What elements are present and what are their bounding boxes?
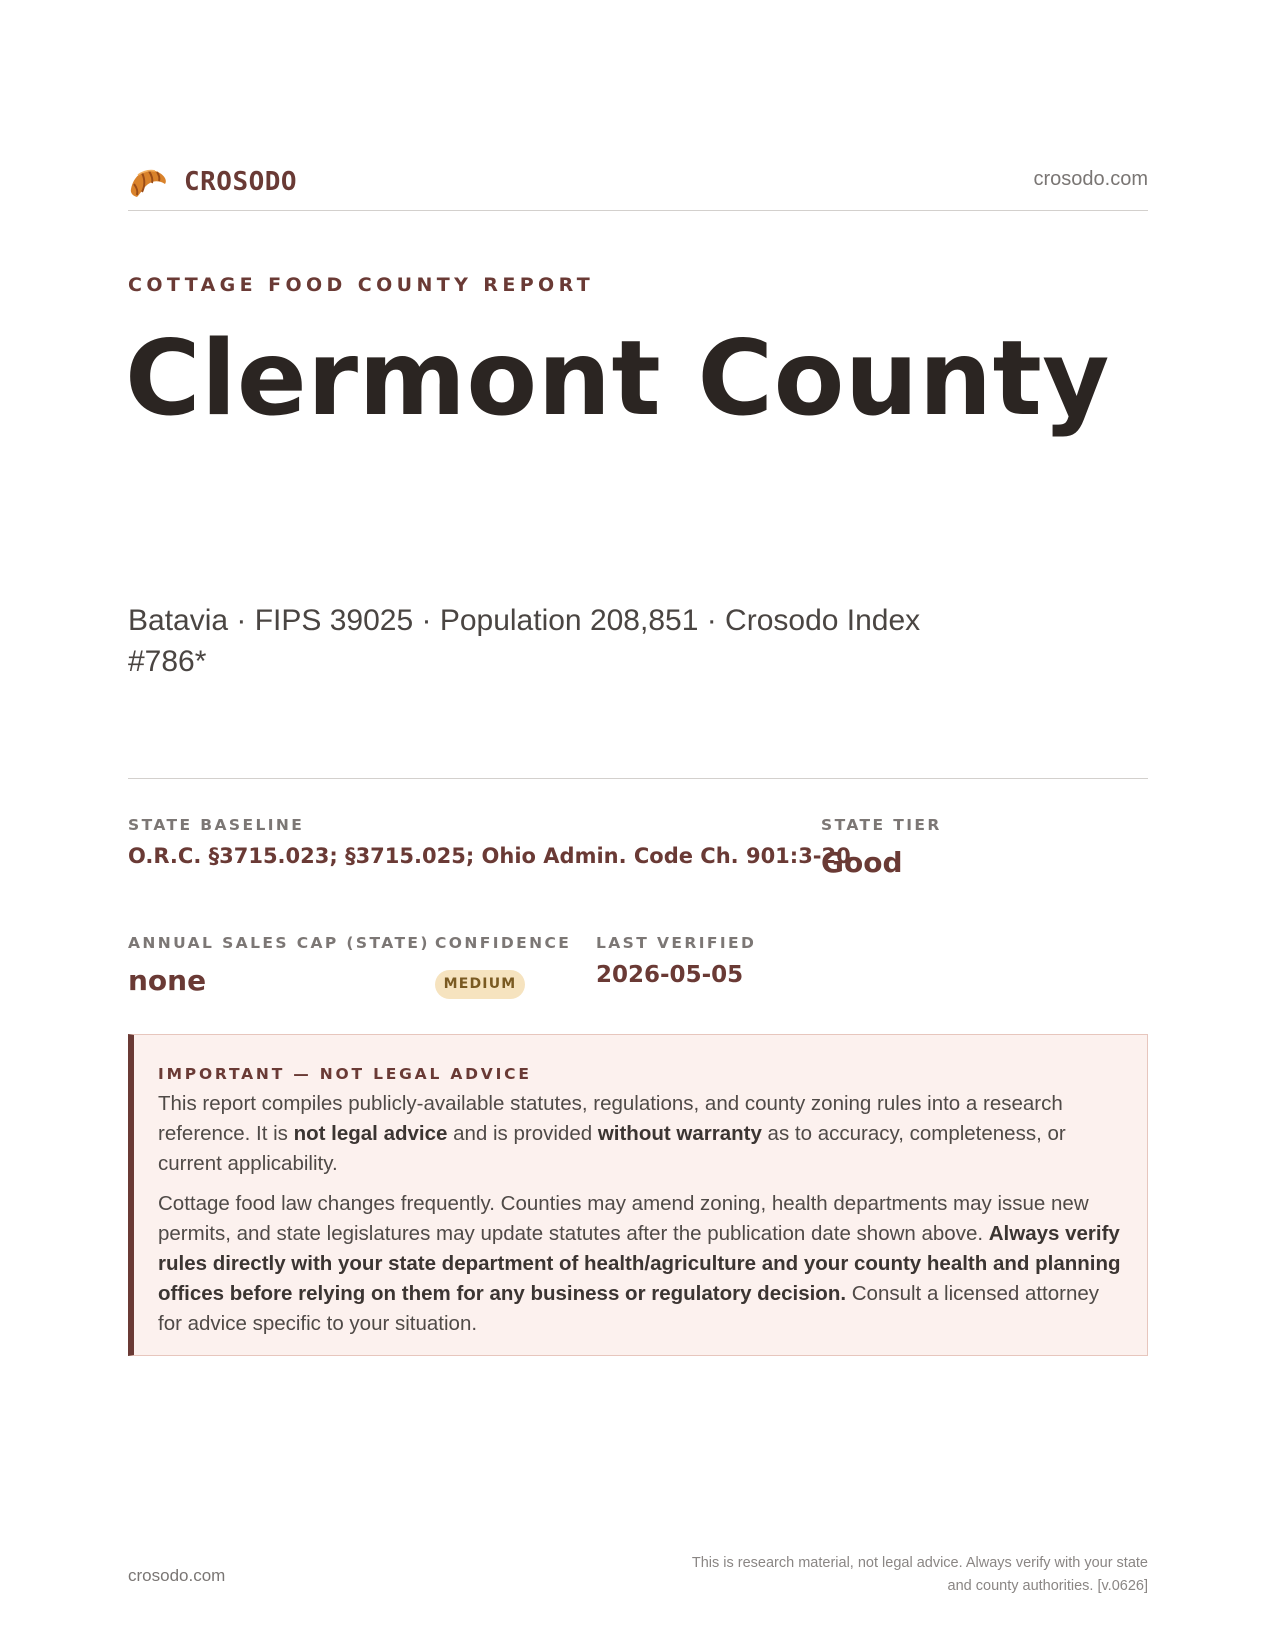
footer-note-line-1: This is research material, not legal advice. Always verify with your state bbox=[691, 1555, 1148, 1571]
last-verified-value: 2026-05-05 bbox=[596, 962, 744, 988]
footer-note bbox=[588, 1552, 1148, 1598]
county-title: Clermont County bbox=[125, 319, 1110, 439]
section-divider bbox=[128, 778, 1148, 779]
report-eyebrow: COTTAGE FOOD COUNTY REPORT bbox=[128, 274, 595, 296]
site-url[interactable]: crosodo.com bbox=[1033, 168, 1148, 190]
footer-url[interactable]: crosodo.com bbox=[128, 1566, 226, 1585]
last-verified-label: LAST VERIFIED bbox=[596, 934, 757, 952]
disclaimer-paragraph-2: Cottage food law changes frequently. Counties may amend zoning, health departments may issue new permits, and state legislatures may update statutes after the publication date shown above. Always verify rules directly with your state department of health/agriculture and your county health and planning offices before relying on them for any business or regulatory decision. Consult a licensed attorney for advice specific to your situation. bbox=[158, 1192, 1121, 1335]
brand-name: CROSODO bbox=[184, 167, 298, 197]
brand[interactable] bbox=[128, 162, 297, 202]
confidence-label: CONFIDENCE bbox=[435, 934, 572, 952]
legal-disclaimer-callout bbox=[128, 1034, 1148, 1356]
disclaimer-body bbox=[158, 1089, 1121, 1339]
state-baseline-label: STATE BASELINE bbox=[128, 816, 305, 834]
confidence-badge: MEDIUM bbox=[435, 970, 525, 999]
disclaimer-title: IMPORTANT — NOT LEGAL ADVICE bbox=[158, 1065, 532, 1083]
state-tier-value: Good bbox=[821, 846, 903, 879]
state-baseline-value: O.R.C. §3715.023; §3715.025; Ohio Admin. Code Ch. 901:3-20 bbox=[128, 844, 851, 868]
county-subtitle: Batavia · FIPS 39025 · Population 208,851 · Crosodo Index #786* bbox=[128, 604, 921, 678]
state-tier-label: STATE TIER bbox=[821, 816, 942, 834]
disclaimer-paragraph-1: This report compiles publicly-available statutes, regulations, and county zoning rules into a research reference. It is not legal advice and is provided without warranty as to accuracy, completeness, or current applicability. bbox=[158, 1092, 1066, 1175]
sales-cap-label: ANNUAL SALES CAP (STATE) bbox=[128, 934, 430, 952]
report-page bbox=[125, 0, 1148, 1650]
croissant-icon bbox=[128, 162, 170, 202]
page-header bbox=[128, 158, 1148, 211]
footer-note-line-2: and county authorities. [v.0626] bbox=[947, 1578, 1148, 1594]
sales-cap-value: none bbox=[128, 964, 207, 997]
